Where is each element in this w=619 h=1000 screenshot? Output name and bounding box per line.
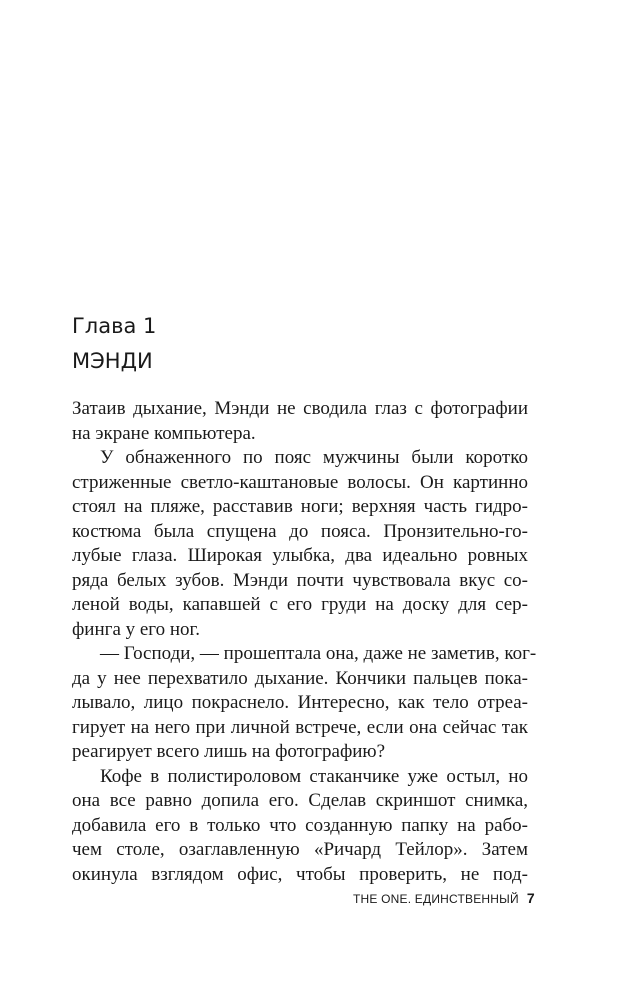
text-line: да у нее перехватило дыхание. Кончики пальцев пока- bbox=[72, 667, 528, 689]
chapter-label: Глава 1 bbox=[72, 314, 157, 338]
text-line: леной воды, капавшей с его груди на доску для сер- bbox=[72, 594, 528, 615]
text-line: финга у его ног. bbox=[72, 618, 200, 640]
text-line: реагирует всего лишь на фотографию? bbox=[72, 741, 386, 762]
text-line: Затаив дыхание, Мэнди не сводила глаз с фотографии bbox=[72, 398, 528, 419]
page-number: 7 bbox=[526, 890, 535, 906]
text-line: лубые глаза. Широкая улыбка, два идеально ровных bbox=[72, 545, 528, 566]
text-line: добавила его в только что созданную папку на рабо- bbox=[72, 814, 528, 836]
text-line: чем столе, озаглавленную «Ричард Тейлор». Затем bbox=[72, 839, 528, 860]
running-title: THE ONE. ЕДИНСТВЕННЫЙ bbox=[353, 892, 519, 906]
text-line: гирует на него при личной встрече, если она сейчас так bbox=[72, 716, 528, 738]
text-line: она все равно допила его. Сделав скриншот снимка, bbox=[72, 790, 528, 811]
body-text bbox=[72, 397, 537, 887]
text-line: на экране компьютера. bbox=[72, 422, 256, 444]
text-line: лывало, лицо покраснело. Интересно, как тело отреа- bbox=[72, 692, 528, 713]
text-line: костюма была спущена до пояса. Пронзительно-го- bbox=[72, 520, 528, 542]
text-line: стоял на пляже, расставив ноги; верхняя часть гидро- bbox=[72, 496, 528, 517]
text-line: — Господи, — прошептала она, даже не заметив, ког- bbox=[100, 643, 537, 664]
text-line: Кофе в полистироловом стаканчике уже остыл, но bbox=[100, 765, 528, 787]
text-line: окинула взглядом офис, чтобы проверить, не под- bbox=[72, 863, 528, 885]
text-line: У обнаженного по пояс мужчины были коротко bbox=[100, 447, 528, 468]
page-footer bbox=[353, 890, 535, 907]
chapter-title: МЭНДИ bbox=[72, 349, 153, 373]
text-line: ряда белых зубов. Мэнди почти чувствовала вкус со- bbox=[72, 569, 528, 591]
text-line: стриженные светло-каштановые волосы. Он картинно bbox=[72, 471, 528, 493]
